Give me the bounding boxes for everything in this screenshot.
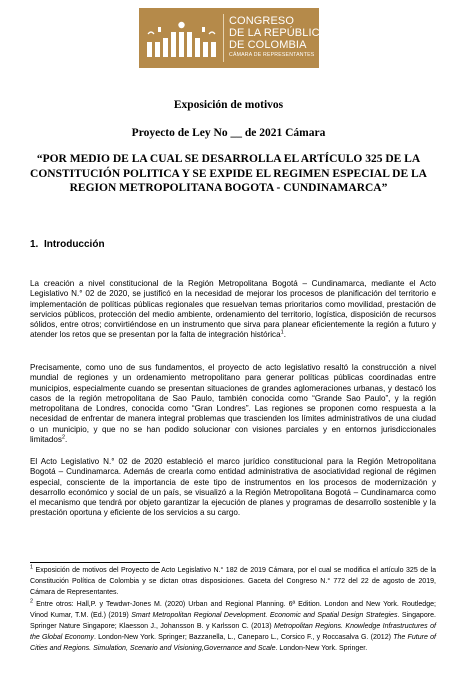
footnote-1-text: Exposición de motivos del Proyecto de Acto Legislativo N.° 182 de 2019 Cámara, por el cual se modifica el artículo 325 de la Constitución Política de Colombia y se dictan otras disposiciones. Gaceta del Congreso N.° 772 del 22 de agosto de 2019, Cámara de Representantes. [30, 567, 436, 596]
footnote-separator [30, 562, 160, 563]
section-heading [30, 239, 105, 250]
paragraph-2: Precisamente, como uno de sus fundamentos, el proyecto de acto legislativo resaltó la construcción a nivel mundial de regiones y un ordenamiento metropolitano para generar políticas públicas coordinadas entre municipios, especialmente cuando se presentan situaciones de grandes aglomeraciones urbanas, y destacó los casos de la región metropolitana de Sao Paulo, también conocida como “Grande Sao Paulo”, y la región metropolitana de Londres, conocida como “Gran Londres”. Las regiones se proponen como respuesta a la necesidad de enfrentar de manera integral problemas que trascienden los límites administrativos de una ciudad o un municipio, y que no se han podido solucionar con visiones parciales y en entornos jurisdiccionales limitados$^2$. [30, 363, 436, 444]
footnote-2-part-2: . Singapore. Springer Nature Singapore; Klaesson J., Johansson B. y Karlsson C. (2013) [30, 611, 436, 630]
footnote-2 [30, 600, 436, 655]
footnote-2-work-title-3: The Future of Cities and Regions. Simulation, Scenario and Visioning,Governance and Scale [30, 633, 436, 652]
paragraph-1: La creación a nivel constitucional de la Región Metropolitana Bogotá – Cundinamarca, mediante el Acto Legislativo N.° 02 de 2020, se justificó en la necesidad de mejorar los procesos de planificación del territorio e implementación de políticas públicas regionales que resuelvan temas prioritarios como movilidad, prestación de servicios públicos, protección del medio ambiente, ordenamiento del territorio, logística, disposición de recursos sólidos, entre otros; convirtiéndose en un instrumento que sirva para planear eficientemente la región a futuro y atender los retos que se presentan por la falta de integración histórica$^1$. [30, 279, 436, 340]
footnote-ref-2[interactable]: 2 [61, 434, 65, 441]
logo-text-colombia: DE COLOMBIA [229, 39, 307, 51]
paragraph-1-text: La creación a nivel constitucional de la Región Metropolitana Bogotá – Cundinamarca, mediante el Acto Legislativo N.° 02 de 2020, se justificó en la necesidad de mejorar los procesos de planificación del territorio e implementación de políticas públicas regionales que resuelvan temas prioritarios como movilidad, prestación de servicios públicos, protección del medio ambiente, ordenamiento del territorio, logística, disposición de recursos sólidos, entre otros; convirtiéndose en un instrumento que sirva para planear eficientemente la región a futuro y atender los retos que se presentan por la falta de integración histórica [30, 279, 436, 340]
footnote-2-part-4: . London-New York. Springer. [275, 644, 368, 652]
footnote-2-work-title-1: Smart Metropolitan Regional Development. Economic and Spatial Design Strategies [131, 611, 398, 619]
footnote-1 [30, 566, 436, 599]
bill-title: Proyecto de Ley No __ de 2021 Cámara [131, 127, 326, 139]
footnote-2-part-3: . London-New York. Springer; Bazzanella, L., Caneparo L., Corsico F., y Roccasalva G. (2012) [93, 633, 394, 641]
footnote-1-number: 1 [30, 564, 34, 571]
footnote-2-work-title-2: Metropolitan Regions. Knowledge Infrastructures of the Global Economy [30, 622, 437, 641]
paragraph-3 [30, 457, 436, 519]
section-title: Introducción [44, 239, 105, 250]
logo-text-congreso: CONGRESO [229, 15, 294, 27]
logo-divider [223, 14, 224, 62]
document-title: Exposición de motivos [173, 99, 284, 111]
footnote-ref-1[interactable]: 1 [280, 329, 284, 336]
congress-logo [139, 8, 328, 68]
capitol-columns-icon [145, 18, 219, 60]
paragraph-3-text: El Acto Legislativo N.° 02 de 2020 estableció el marco jurídico constitucional para la Región Metropolitana Bogotá – Cundinamarca. Además de crearla como entidad administrativa de asociatividad regional de régimen especial, consciente de la importancia de este tipo de instrumentos en los procesos de modernización y desarrollo económico y social de un país, se visualizó a la Región Metropolitana Bogotá – Cundinamarca como el mecanismo que tendrá por objeto garantizar la ejecución de planes y programas de desarrollo sostenible y la prestación oportuna y eficiente de los servicios a su cargo. [30, 457, 436, 518]
footnote-2-part-1: Entre otros: Hall,P. y Tewdwr-Jones M. (2020) Urban and Regional Planning. 6ª Edition. London and New York. Routledge; Vinod Kumar, T.M. (Ed.) (2019) [30, 601, 436, 619]
bill-subject: “POR MEDIO DE LA CUAL SE DESARROLLA EL ARTÍCULO 325 DE LA CONSTITUCIÓN POLITICA Y SE EXPIDE EL REGIMEN ESPECIAL DE LA REGION METROPOLITANA BOGOTA - CUNDINAMARCA” [30, 153, 427, 194]
section-number: 1. [30, 239, 39, 250]
logo-text-camara: CÁMARA DE REPRESENTANTES [229, 52, 315, 58]
logo-text-republica: DE LA REPÚBLICA [229, 27, 328, 39]
footnote-2-number: 2 [30, 598, 34, 605]
paragraph-2-text: Precisamente, como uno de sus fundamentos, el proyecto de acto legislativo resaltó la construcción a nivel mundial de regiones y un ordenamiento metropolitano para generar políticas públicas coordinadas entre municipios, especialmente cuando se presentan situaciones de grandes aglomeraciones urbanas, y destacó los casos de la región metropolitana de Sao Paulo, también conocida como “Grande Sao Paulo”, y la región metropolitana de Londres, conocida como “Gran Londres”. Las regiones se proponen como respuesta a la necesidad de enfrentar de manera integral problemas que trascienden los límites administrativos de una ciudad o un municipio, y que no se han podido solucionar con visiones parciales y en entornos jurisdiccionales limitados [30, 363, 436, 444]
